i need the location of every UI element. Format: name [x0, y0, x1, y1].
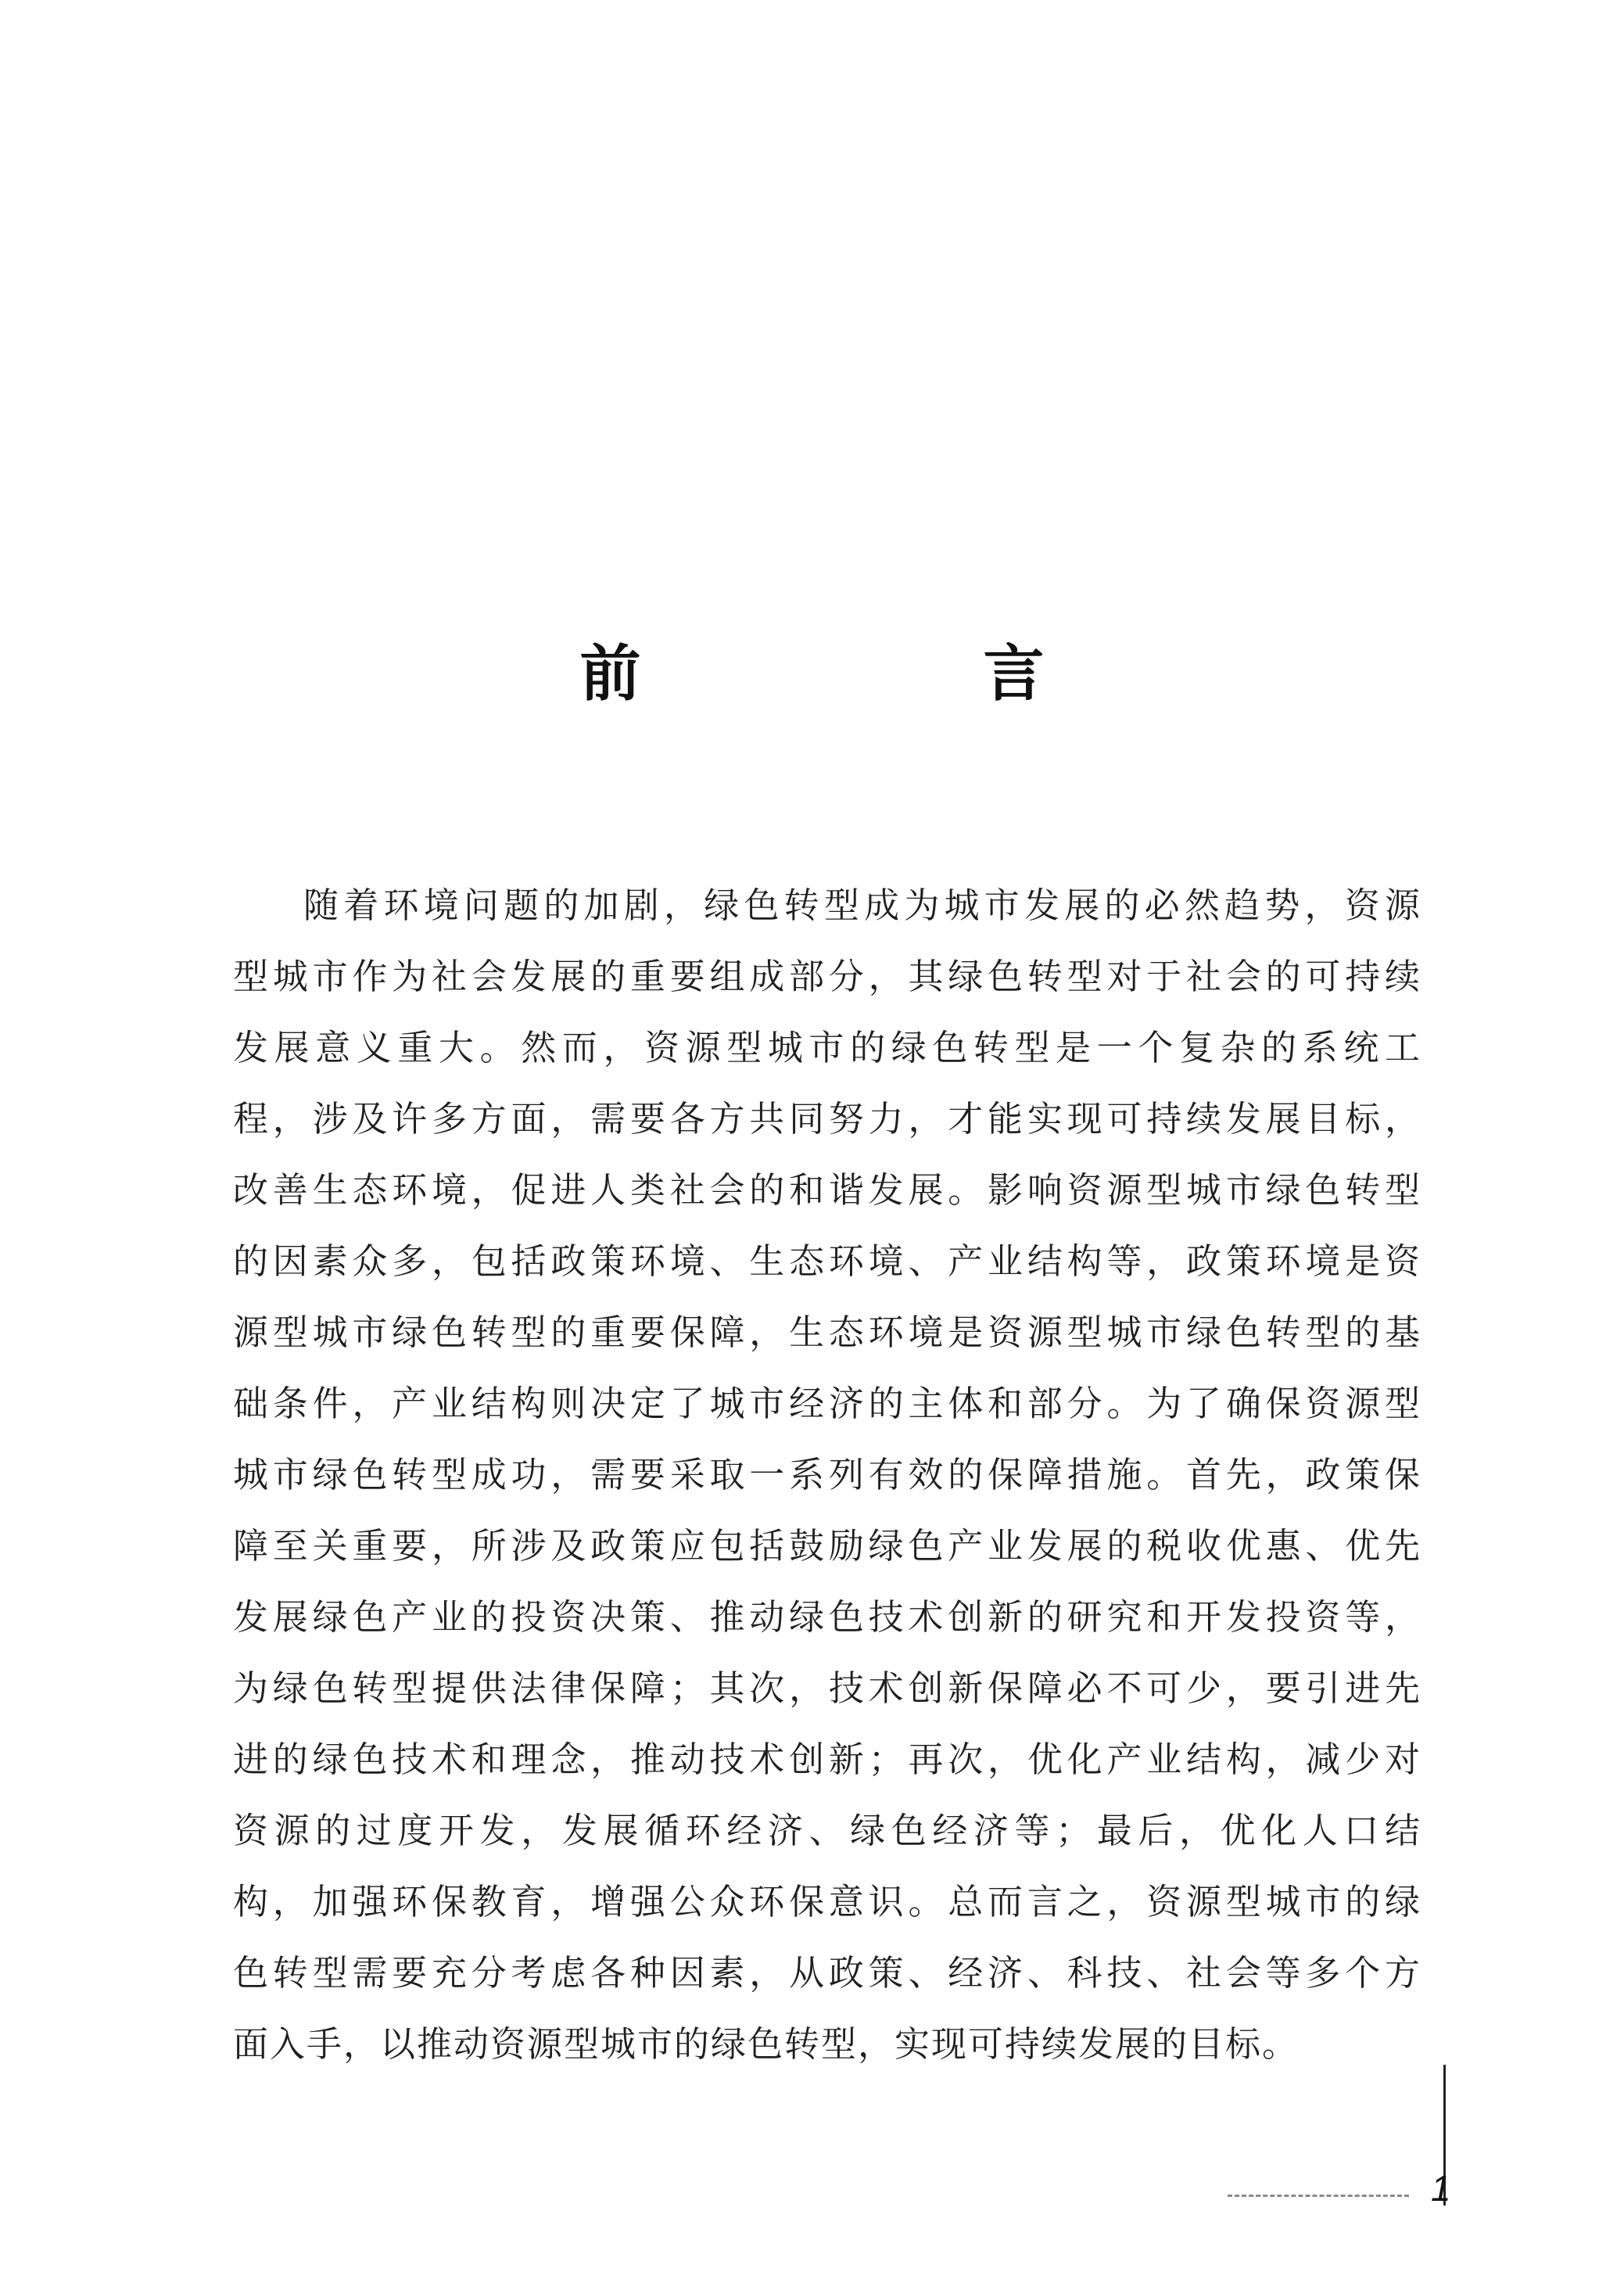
text-line-2: 型城市作为社会发展的重要组成部分，其绿色转型对于社会的可持续 [233, 956, 1421, 997]
text-line-10: 障至关重要，所涉及政策应包括鼓励绿色产业发展的税收优惠、优先 [233, 1525, 1421, 1567]
text-line-11: 发展绿色产业的投资决策、推动绿色技术创新的研究和开发投资等， [233, 1596, 1421, 1638]
text-line-6: 的因素众多，包括政策环境、生态环境、产业结构等，政策环境是资 [233, 1240, 1421, 1282]
text-line-14: 资源的过度开发，发展循环经济、绿色经济等；最后，优化人口结 [233, 1810, 1421, 1851]
text-line-9: 城市绿色转型成功，需要采取一系列有效的保障措施。首先，政策保 [233, 1454, 1421, 1495]
text-line-17: 面入手，以推动资源型城市的绿色转型，实现可持续发展的目标。 [233, 2023, 1300, 2065]
text-line-12: 为绿色转型提供法律保障；其次，技术创新保障必不可少，要引进先 [233, 1667, 1421, 1709]
text-line-3: 发展意义重大。然而，资源型城市的绿色转型是一个复杂的系统工 [233, 1027, 1421, 1068]
text-line-16: 色转型需要充分考虑各种因素，从政策、经济、科技、社会等多个方 [233, 1952, 1421, 1994]
footer-dashed-rule [1228, 2195, 1409, 2197]
text-line-7: 源型城市绿色转型的重要保障，生态环境是资源型城市绿色转型的基 [233, 1312, 1421, 1353]
page-title: 前 言 [579, 639, 1185, 710]
text-line-4: 程，涉及许多方面，需要各方共同努力，才能实现可持续发展目标， [233, 1098, 1421, 1140]
text-line-8: 础条件，产业结构则决定了城市经济的主体和部分。为了确保资源型 [233, 1383, 1421, 1424]
text-line-1: 随着环境问题的加剧，绿色转型成为城市发展的必然趋势，资源 [303, 885, 1421, 926]
preface-paragraph [233, 870, 1421, 2080]
page-number: 1 [1431, 2168, 1451, 2209]
text-line-15: 构，加强环保教育，增强公众环保意识。总而言之，资源型城市的绿 [233, 1881, 1421, 1922]
text-line-5: 改善生态环境，促进人类社会的和谐发展。影响资源型城市绿色转型 [233, 1169, 1421, 1211]
text-line-13: 进的绿色技术和理念，推动技术创新；再次，优化产业结构，减少对 [233, 1739, 1421, 1780]
